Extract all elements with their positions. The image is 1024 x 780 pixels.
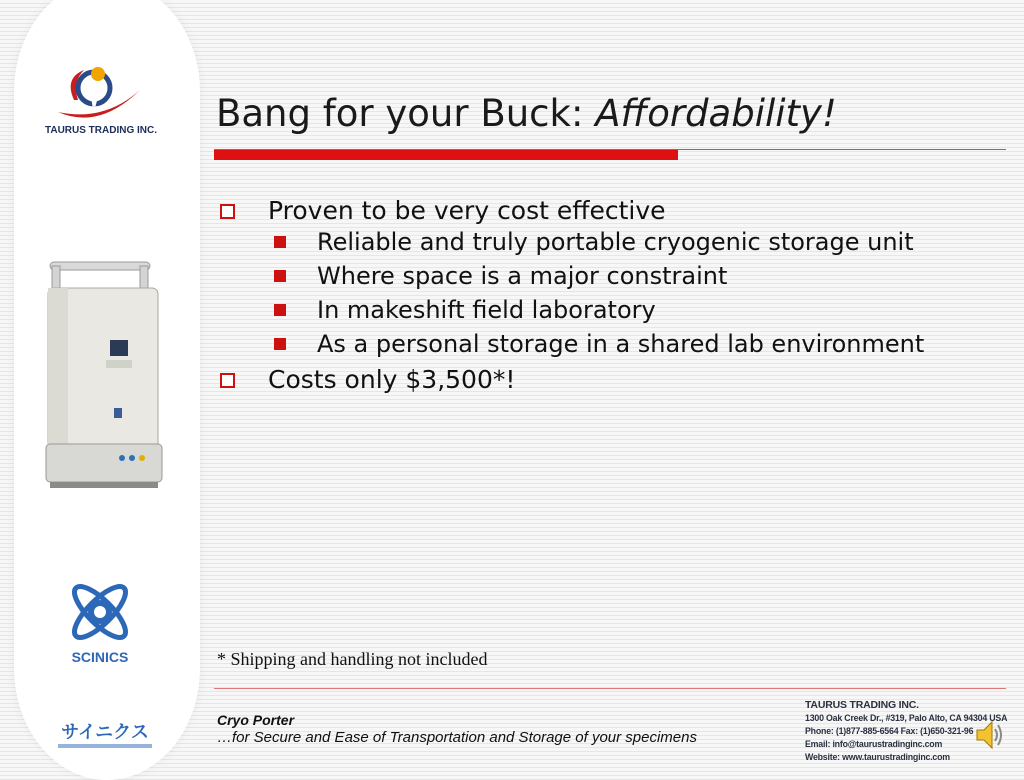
sub-bullet-text: Reliable and truly portable cryogenic storage unit — [317, 228, 914, 256]
bullet-text: Proven to be very cost effective — [268, 196, 666, 225]
footer-product-name: Cryo Porter — [217, 712, 295, 728]
slide-title-accent: Affordability! — [595, 92, 837, 135]
cryo-porter-device-image — [40, 258, 164, 490]
bullet-item — [218, 365, 1008, 394]
sub-bullet-item — [218, 297, 1008, 324]
sub-bullet-item — [218, 229, 1008, 256]
title-underline-bar — [214, 150, 678, 160]
sub-bullet-text: Where space is a major constraint — [317, 262, 728, 290]
bullet-item — [218, 196, 1008, 225]
contact-website: Website: www.taurustradinginc.com — [805, 752, 950, 762]
taurus-logo-icon — [44, 60, 154, 130]
filled-square-bullet-icon — [274, 270, 286, 282]
bullet-list — [218, 196, 1008, 398]
footer-tagline: …for Secure and Ease of Transportation and Storage of your specimens — [217, 729, 697, 746]
footnote: * Shipping and handling not included — [217, 649, 488, 669]
scinics-kana-logo — [50, 716, 160, 756]
sub-bullet-item — [218, 331, 1008, 358]
filled-square-bullet-icon — [274, 338, 286, 350]
hollow-square-bullet-icon — [220, 373, 235, 388]
footer-divider — [214, 688, 1006, 689]
speaker-icon[interactable] — [974, 718, 1004, 752]
contact-company: TAURUS TRADING INC. — [805, 699, 919, 711]
sub-bullet-item — [218, 263, 1008, 290]
slide-title-main: Bang for your Buck: — [216, 92, 596, 135]
company-logo-text: TAURUS TRADING INC. — [44, 125, 158, 136]
hollow-square-bullet-icon — [220, 204, 235, 219]
sub-bullet-text: In makeshift field laboratory — [317, 296, 656, 324]
contact-email: Email: info@taurustradinginc.com — [805, 739, 943, 749]
slide-title — [216, 92, 837, 135]
filled-square-bullet-icon — [274, 304, 286, 316]
contact-phone: Phone: (1)877-885-6564 Fax: (1)650-321-96 — [805, 726, 974, 736]
scinics-logo-label: SCINICS — [71, 649, 129, 665]
filled-square-bullet-icon — [274, 236, 286, 248]
scinics-kana-text: サイニクス — [61, 722, 149, 743]
scinics-logo-icon — [62, 576, 138, 668]
sub-bullet-text: As a personal storage in a shared lab environment — [317, 330, 925, 358]
bullet-text: Costs only $3,500*! — [268, 365, 516, 394]
contact-address: 1300 Oak Creek Dr., #319, Palo Alto, CA 94304 USA — [805, 713, 1008, 723]
